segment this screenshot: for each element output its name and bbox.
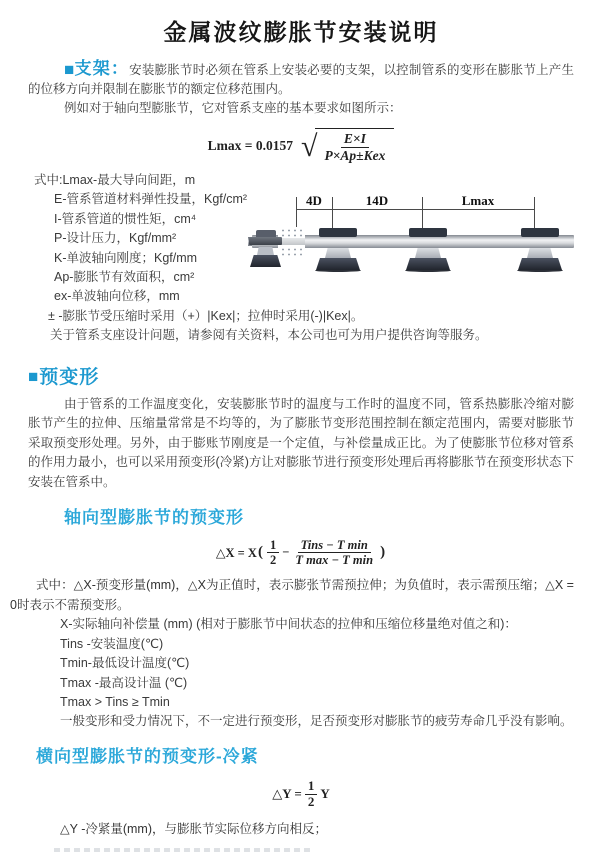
dim-label-14d: 14D <box>365 193 389 209</box>
dim-label-lmax: Lmax <box>461 193 495 209</box>
fixed-anchor <box>257 247 274 255</box>
lateral-formula-lhs: △Y = <box>272 786 302 802</box>
pipe-support <box>316 195 360 275</box>
sqrt-radical <box>301 128 394 163</box>
half-denominator: 2 <box>269 553 277 568</box>
cutoff-text-sliver <box>54 848 310 852</box>
cold-tension-note: △Y -冷紧量(mm)，与膨胀节实际位移方向相反； <box>60 821 328 836</box>
minus-sign: − <box>282 545 290 560</box>
axial-definition-line: Tmax > Tins ≥ Tmin <box>60 695 170 710</box>
axial-definition-line: 一般变形和受力情况下，不一定进行预变形，足否预变形对膨胀节的疲劳寿命几乎没有影响。 <box>60 714 573 729</box>
bellows-band <box>278 238 305 245</box>
definition-line: K-单波轴向刚度；Kgf/mm <box>54 250 198 265</box>
fixed-anchor <box>250 255 281 267</box>
half-numerator: 1 <box>305 779 318 795</box>
definition-line: ex-单波轴向位移，mm <box>54 289 180 304</box>
definitions-block <box>28 171 574 346</box>
document-page <box>0 14 600 836</box>
support-example-line: 例如对于轴向型膨胀节，它对管系支座的基本要求如图所示： <box>64 101 402 115</box>
definition-line: P-设计压力，Kgf/mm² <box>54 231 177 246</box>
support-intro-paragraph <box>28 59 574 99</box>
temp-frac-denominator: T max − T min <box>295 553 374 568</box>
dim-label-4d: 4D <box>306 193 322 209</box>
page-title: 金属波纹膨胀节安装说明 <box>163 19 439 45</box>
close-paren: ) <box>380 544 386 561</box>
half-denominator: 2 <box>307 793 315 809</box>
preform-section-heading <box>28 362 574 389</box>
definition-line: Ap-膨胀节有效面积，cm² <box>54 270 195 285</box>
bellows-corrugation <box>279 246 304 256</box>
pipe-support-diagram <box>248 195 580 295</box>
definition-line: ± -膨胀节受压缩时采用（+）|Kex|；拉伸时采用(-)|Kex|。 <box>48 308 364 323</box>
axial-formula-lhs: △X = X <box>215 545 257 560</box>
lmax-formula-denominator: P×Ap±Kex <box>324 147 386 163</box>
lmax-formula-lhs: Lmax = 0.0157 <box>207 137 293 153</box>
lmax-formula-numerator: E×I <box>341 131 369 148</box>
bellows-expansion-joint <box>278 227 305 256</box>
section-square-icon: ■ <box>28 366 40 386</box>
pipe-support <box>518 195 562 275</box>
axial-definition-line: X-实际轴向补偿量 (mm) (相对于膨胀节中间状态的拉伸和压缩位移量绝对值之和)： <box>60 617 517 632</box>
lateral-formula-rhs: Y <box>320 786 330 802</box>
definition-line: 式中:Lmax-最大导向间距，m <box>34 173 196 188</box>
support-section-heading: 支架： <box>74 59 130 78</box>
lateral-formula <box>28 779 574 810</box>
axial-definition-line: Tins -安装温度(℃) <box>60 636 164 651</box>
open-paren: ( <box>257 544 263 561</box>
preform-body-paragraph: 由于管系的工作温度变化，安装膨胀节时的温度与工作时的温度不同，管系热膨胀冷缩对膨胀节产生的拉伸、压缩量常常是不均等的，为了膨胀节变形范围控制在额定范围内，需要对膨胀节采取预变形处理。另外，由于膨账节刚度是一个定值，与补偿量成正比。为了使膨胀节位移对管系的作用力最小，也可以采用预变形(冷紧)方让对膨胀节进行预变形处理后再将膨胀节在预变形状态下安装在管系中。 <box>28 396 574 490</box>
lateral-subheading: 横向型膨胀节的预变形-冷紧 <box>36 746 259 766</box>
temp-frac-numerator: Tins − T min <box>298 538 371 553</box>
section-square-icon: ■ <box>64 60 75 79</box>
pipe-support <box>406 195 450 275</box>
lmax-formula <box>28 128 574 163</box>
axial-definition-line: Tmax -最高设计温 (℃) <box>60 675 188 690</box>
axial-explain-paragraph: 式中：△X-预变形量(mm)，△X为正值时，表示膨张节需预拉伸；为负值时，表示需预压缩；△X = 0时表示不需预变形。 <box>10 578 574 613</box>
definition-line: E-管系管道材料弹性投量，Kgf/cm² <box>54 192 248 207</box>
axial-definition-line: Tmin-最低设计温度(℃) <box>60 656 190 671</box>
bellows-corrugation <box>279 227 304 237</box>
axial-subheading: 轴向型膨胀节的预变形 <box>64 507 244 527</box>
fixed-anchor <box>249 237 282 245</box>
definition-line: I-管系管道的惯性矩，cm⁴ <box>54 211 197 226</box>
half-numerator: 1 <box>267 538 279 553</box>
definition-line: 关于管系支座设计问题，请参阅有关资料，本公司也可为用户提供咨询等服务。 <box>50 328 488 343</box>
support-intro-text: 安装膨胀节时必须在管系上安装必要的支架，以控制管系的变形在膨胀节上产生的位移方向并限制在膨胀节的额定位移范围内。 <box>28 63 574 96</box>
preform-heading-text: 预变形 <box>39 366 100 388</box>
sqrt-symbol-icon: √ <box>301 129 318 163</box>
axial-formula <box>28 538 574 568</box>
